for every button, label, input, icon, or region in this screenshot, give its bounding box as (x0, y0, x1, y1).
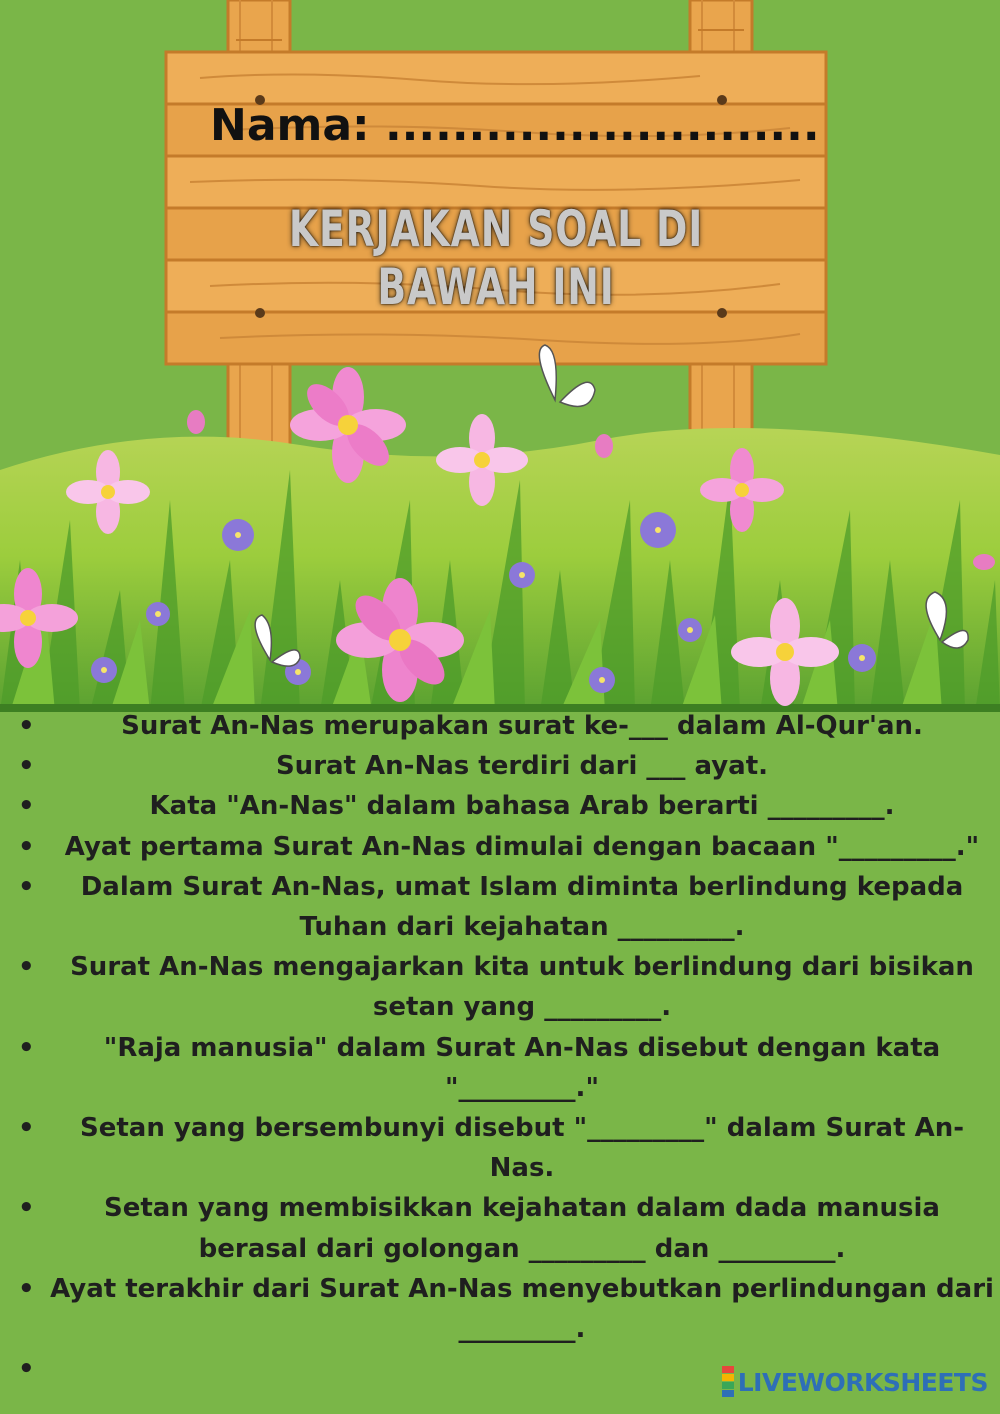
question-item (0, 1028, 1000, 1108)
bullet-icon: • (18, 1193, 35, 1224)
bullet-icon: • (18, 871, 35, 902)
question-text: Ayat terakhir dari Surat An-Nas menyebutkan perlindungan dari _________. (50, 1273, 994, 1345)
question-item (0, 867, 1000, 947)
question-text: Ayat pertama Surat An-Nas dimulai dengan bacaan "_________." (64, 831, 980, 862)
question-text: Setan yang bersembunyi disebut "_________" dalam Surat An-Nas. (79, 1113, 964, 1184)
question-text: Surat An-Nas mengajarkan kita untuk berlindung dari bisikan setan yang _________. (70, 952, 974, 1023)
bullet-icon: • (18, 791, 35, 822)
bullet-icon: • (18, 1354, 35, 1385)
question-item (0, 947, 1000, 1027)
question-text: Surat An-Nas merupakan surat ke-___ dalam Al-Qur'an. (121, 711, 923, 741)
question-item (0, 706, 1000, 746)
bullet-icon: • (18, 751, 35, 782)
question-text: "Raja manusia" dalam Surat An-Nas disebut dengan kata "_________." (103, 1032, 941, 1103)
question-item (0, 786, 1000, 826)
question-text: Setan yang membisikkan kejahatan dalam dada manusia berasal dari golongan _________ dan _________. (104, 1193, 940, 1264)
bullet-icon: • (18, 1273, 35, 1304)
question-item (0, 746, 1000, 786)
worksheet-heading: KERJAKAN SOAL DI BAWAH INI (288, 200, 704, 316)
liveworksheets-logo-icon (722, 1366, 734, 1398)
question-item (0, 1108, 1000, 1188)
name-field-label: Nama: .......................... (210, 100, 820, 151)
question-list (0, 706, 1000, 1389)
question-text: Dalam Surat An-Nas, umat Islam diminta berlindung kepada Tuhan dari kejahatan _________. (80, 871, 964, 943)
bullet-icon: • (18, 1032, 35, 1063)
question-text: Surat An-Nas terdiri dari ___ ayat. (275, 751, 769, 782)
question-item (0, 1269, 1000, 1349)
bullet-icon: • (18, 952, 35, 983)
question-item (0, 1188, 1000, 1268)
bullet-icon: • (18, 1113, 35, 1144)
bullet-icon: • (18, 831, 35, 862)
bullet-icon: • (18, 711, 35, 741)
brand-name: LIVEWORKSHEETS (737, 1367, 988, 1397)
question-text: Kata "An-Nas" dalam bahasa Arab berarti _________. (149, 791, 895, 822)
question-item (0, 827, 1000, 867)
liveworksheets-footer[interactable] (722, 1366, 988, 1398)
